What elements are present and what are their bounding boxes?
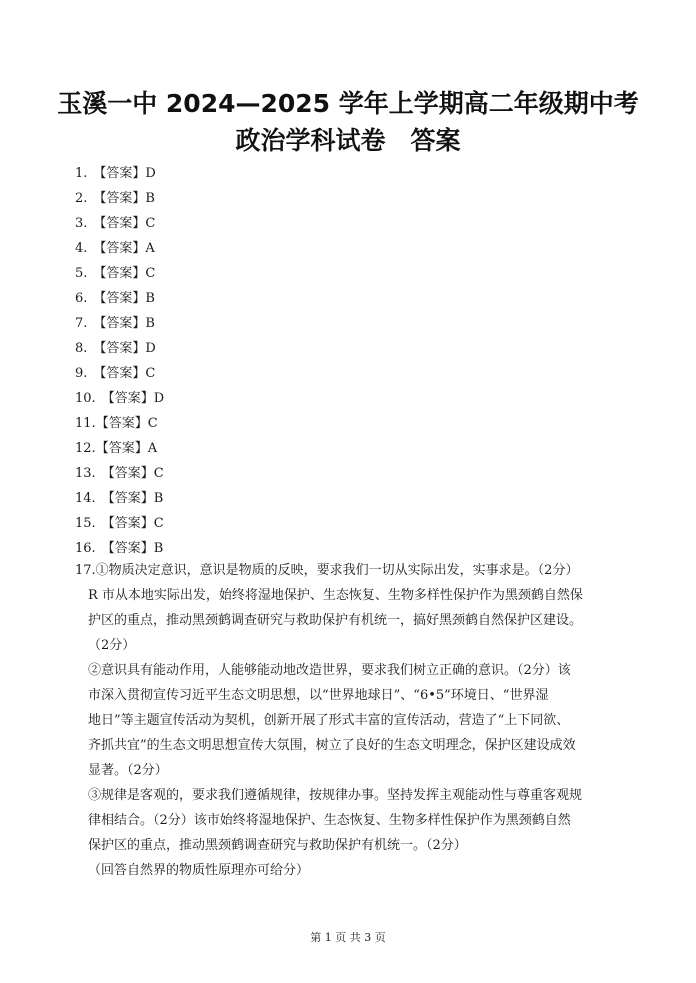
answer-text: 【答案】A [93, 241, 155, 256]
answer-text: 【答案】B [93, 191, 155, 206]
answer-number: 2. [75, 191, 88, 206]
answer-number: 12. [75, 441, 96, 456]
answer-number: 15. [75, 516, 96, 531]
answer-paragraph-line: R 市从本地实际出发，始终将湿地保护、生态恢复、生物多样性保护作为黑颈鹤自然保 [88, 588, 583, 603]
answer-text: 【答案】C [93, 366, 156, 381]
answer-item [75, 236, 635, 261]
answer-text: 【答案】C [95, 416, 158, 431]
answer-number: 1. [75, 166, 88, 181]
answer-item [75, 161, 635, 186]
answer-text: 【答案】C [93, 216, 156, 231]
answer-text: 【答案】B [93, 316, 155, 331]
question-17-answer [75, 558, 635, 883]
answer-paragraph-line: ③规律是客观的，要求我们遵循规律，按规律办事。坚持发挥主观能动性与尊重客观规 [88, 788, 583, 803]
answer-paragraph-line: ②意识具有能动作用，人能够能动地改造世界，要求我们树立正确的意识。（2分）该 [88, 663, 571, 678]
answer-text: 【答案】C [101, 516, 164, 531]
answer-text: 【答案】B [101, 541, 164, 556]
answer-paragraph-line: 地日”等主题宣传活动为契机，创新开展了形式丰富的宣传活动，营造了“上下同欲、 [88, 713, 570, 728]
answer-text: 【答案】D [93, 166, 156, 181]
answer-paragraph-line: 显著。（2分） [88, 763, 168, 778]
answer-item [75, 436, 635, 461]
answer-item [75, 311, 635, 336]
answer-number: 3. [75, 216, 88, 231]
answer-number: 5. [75, 266, 88, 281]
answer-text: 【答案】C [101, 466, 164, 481]
answer-paragraph-line: 17.①物质决定意识，意识是物质的反映，要求我们一切从实际出发，实事求是。（2分） [75, 563, 579, 578]
answer-number: 10. [75, 391, 96, 406]
answer-text: 【答案】B [93, 291, 155, 306]
answer-item [75, 511, 635, 536]
answer-item [75, 486, 635, 511]
answer-item [75, 336, 635, 361]
answer-item [75, 461, 635, 486]
answer-text: 【答案】C [93, 266, 156, 281]
answer-paragraph-line: 保护区的重点，推动黑颈鹤调查研究与救助保护有机统一。（2分） [88, 838, 467, 853]
answer-paragraph-line: （2分） [88, 638, 136, 653]
answer-item [75, 361, 635, 386]
answer-list [75, 161, 635, 561]
answer-paragraph-line: 律相结合。（2分）该市始终将湿地保护、生态恢复、生物多样性保护作为黑颈鹤自然 [88, 813, 571, 828]
answer-text: 【答案】B [101, 491, 164, 506]
answer-text: 【答案】D [93, 341, 156, 356]
answer-item [75, 211, 635, 236]
answer-item [75, 261, 635, 286]
answer-number: 8. [75, 341, 88, 356]
answer-paragraph-line: 护区的重点，推动黑颈鹤调查研究与救助保护有机统一，搞好黑颈鹤自然保护区建设。 [88, 613, 583, 628]
answer-paragraph-line: 齐抓共宜”的生态文明思想宣传大氛围，树立了良好的生态文明理念，保护区建设成效 [88, 738, 576, 753]
answer-item [75, 286, 635, 311]
answer-number: 14. [75, 491, 96, 506]
answer-number: 7. [75, 316, 88, 331]
answer-number: 16. [75, 541, 96, 556]
answer-item [75, 186, 635, 211]
answer-item [75, 411, 635, 436]
answer-number: 6. [75, 291, 88, 306]
answer-number: 13. [75, 466, 96, 481]
answer-number: 9. [75, 366, 88, 381]
answer-text: 【答案】A [95, 441, 158, 456]
document-title-line1: 玉溪一中 2024—2025 学年上学期高二年级期中考 [57, 89, 639, 118]
answer-item [75, 386, 635, 411]
answer-paragraph-line: （回答自然界的物质性原理亦可给分） [88, 863, 310, 878]
answer-number: 4. [75, 241, 88, 256]
answer-paragraph-line: 市深入贯彻宣传习近平生态文明思想，以“世界地球日”、“6•5”环境日、“世界湿 [88, 688, 549, 703]
document-title-line2: 政治学科试卷 答案 [235, 126, 461, 155]
answer-text: 【答案】D [101, 391, 165, 406]
answer-number: 11. [75, 416, 96, 431]
page-number-footer: 第 1 页 共 3 页 [310, 931, 386, 944]
